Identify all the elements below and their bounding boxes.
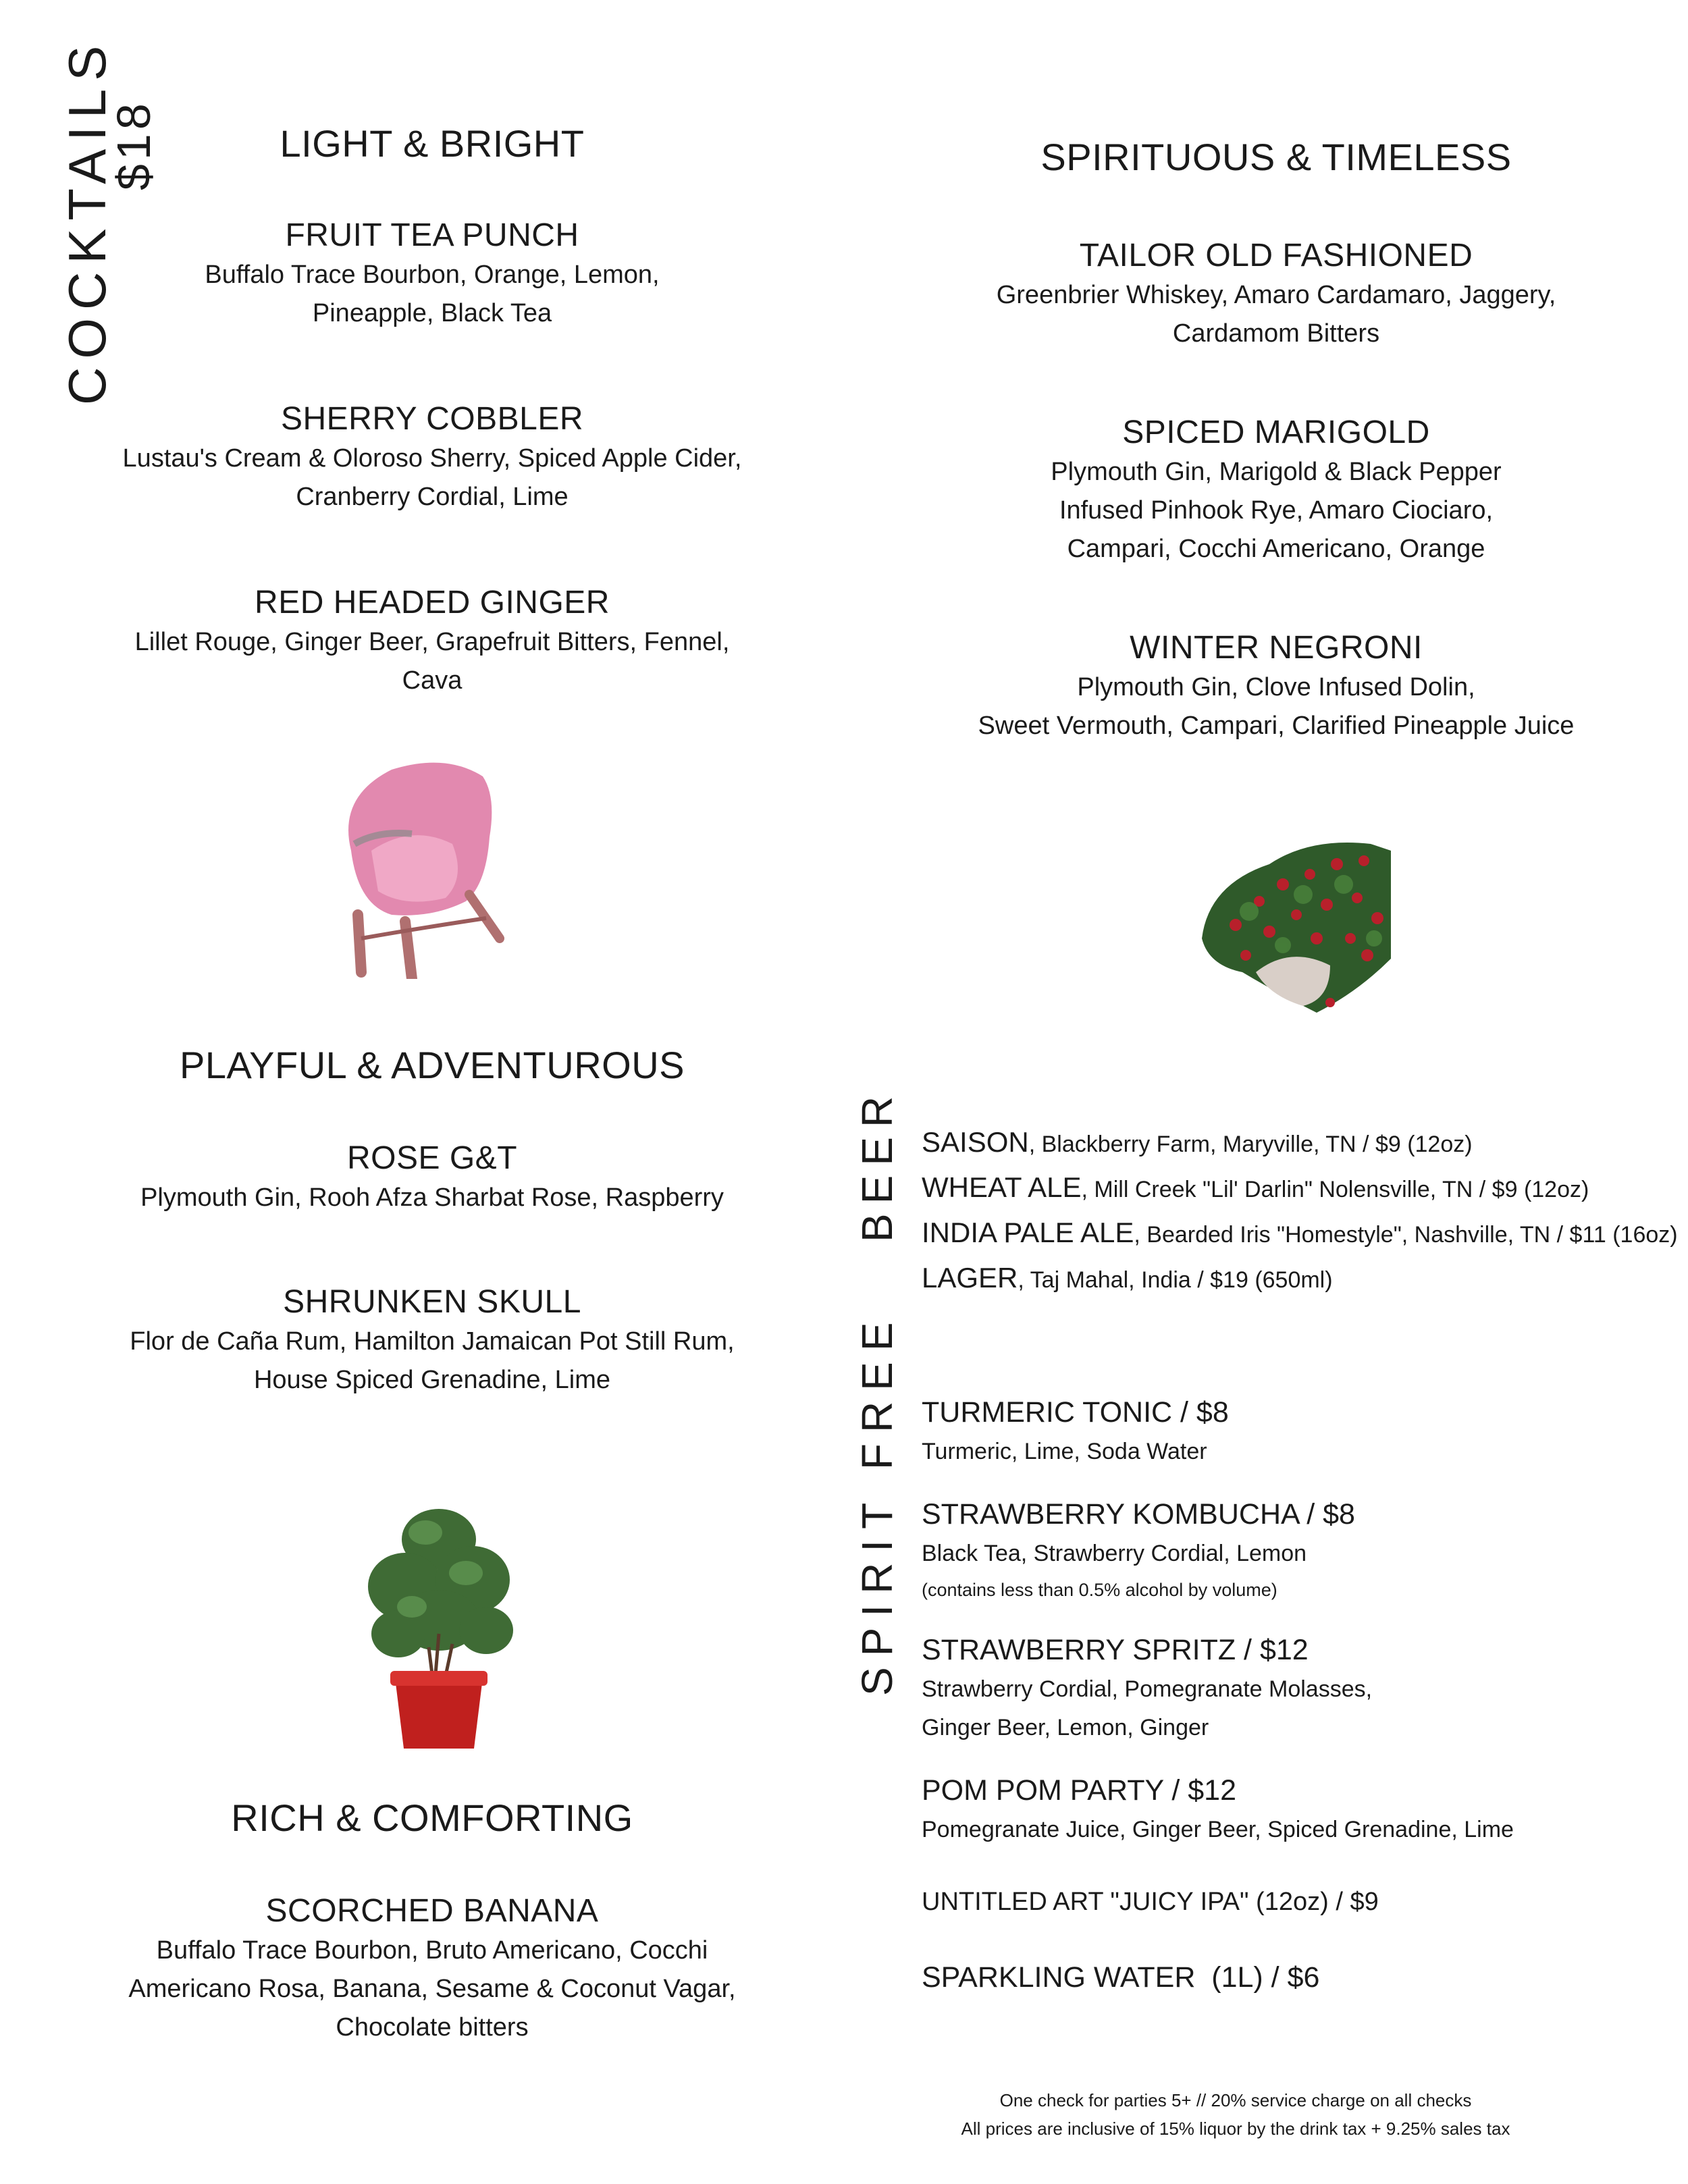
beer-name: WHEAT ALE — [922, 1171, 1082, 1203]
drink-name: SHRUNKEN SKULL — [283, 1284, 581, 1320]
drink-item — [939, 236, 1614, 353]
drink-name: SPICED MARIGOLD — [1122, 415, 1430, 450]
berry-bush-illustration — [1195, 837, 1398, 1026]
drink-name: RED HEADED GINGER — [255, 585, 610, 620]
drink-name: FRUIT TEA PUNCH — [285, 217, 579, 253]
beer-detail: , Taj Mahal, India / $19 (650ml) — [1018, 1267, 1333, 1293]
drink-desc: Cranberry Cordial, Lime — [296, 483, 569, 511]
spirit-free-item — [922, 1957, 1514, 1998]
section-title: LIGHT & BRIGHT — [280, 122, 585, 165]
section-light-bright — [101, 122, 763, 765]
spirit-free-name: UNTITLED ART "JUICY IPA" (12oz) / $9 — [922, 1888, 1379, 1916]
footer — [864, 2086, 1607, 2143]
beer-list — [922, 1121, 1678, 1302]
drink-desc: Pineapple, Black Tea — [312, 299, 552, 327]
drink-desc: Chocolate bitters — [336, 2013, 529, 2042]
drink-desc: Plymouth Gin, Marigold & Black Pepper — [1051, 458, 1502, 486]
beer-name: LAGER — [922, 1262, 1018, 1294]
spirit-free-name: TURMERIC TONIC / $8 — [922, 1396, 1229, 1429]
spirit-free-item — [922, 1770, 1514, 1849]
beer-item — [922, 1256, 1678, 1302]
pink-chair-illustration — [331, 756, 527, 979]
drink-item — [939, 628, 1614, 745]
drink-desc: Lustau's Cream & Oloroso Sherry, Spiced Apple Cider, — [122, 444, 742, 473]
drink-desc: Infused Pinhook Rye, Amaro Ciociaro, — [1059, 496, 1494, 525]
drink-name: TAILOR OLD FASHIONED — [1079, 238, 1473, 273]
drink-name: SCORCHED BANANA — [265, 1893, 599, 1929]
drink-name: ROSE G&T — [346, 1140, 518, 1176]
spirit-free-item — [922, 1882, 1514, 1922]
section-title: RICH & COMFORTING — [231, 1796, 633, 1839]
drink-desc: Americano Rosa, Banana, Sesame & Coconut Vagar, — [128, 1975, 736, 2003]
beer-detail: , Mill Creek "Lil' Darlin" Nolensville, TN / $9 (12oz) — [1081, 1177, 1589, 1202]
drink-item — [101, 1138, 763, 1217]
section-title: PLAYFUL & ADVENTUROUS — [179, 1044, 685, 1086]
spirit-free-desc: Pomegranate Juice, Ginger Beer, Spiced Grenadine, Lime — [922, 1817, 1514, 1842]
beer-item — [922, 1166, 1678, 1211]
drink-item — [101, 1282, 763, 1400]
spirit-free-desc: Black Tea, Strawberry Cordial, Lemon — [922, 1541, 1307, 1566]
drink-desc: Sweet Vermouth, Campari, Clarified Pineapple Juice — [978, 712, 1575, 740]
beer-detail: , Blackberry Farm, Maryville, TN / $9 (12oz) — [1028, 1131, 1473, 1157]
drink-item — [101, 215, 763, 333]
section-title: SPIRITUOUS & TIMELESS — [1040, 136, 1512, 178]
drink-desc: Greenbrier Whiskey, Amaro Cardamaro, Jaggery, — [996, 281, 1556, 309]
cocktails-label: COCKTAILS — [57, 37, 117, 405]
footer-service-charge: One check for parties 5+ // 20% service charge on all checks — [999, 2090, 1472, 2110]
drink-desc: Buffalo Trace Bourbon, Bruto Americano, Cocchi — [156, 1936, 708, 1965]
spirit-free-item — [922, 1392, 1514, 1471]
drink-name: SHERRY COBBLER — [280, 401, 584, 437]
drink-item — [101, 399, 763, 516]
spirit-free-item — [922, 1494, 1514, 1607]
beer-name: INDIA PALE ALE — [922, 1217, 1134, 1248]
spirit-free-desc: Ginger Beer, Lemon, Ginger — [922, 1715, 1209, 1740]
drink-desc: Buffalo Trace Bourbon, Orange, Lemon, — [205, 261, 660, 289]
spirit-free-name: STRAWBERRY KOMBUCHA / $8 — [922, 1498, 1355, 1530]
drink-item — [101, 583, 763, 700]
spirit-free-name: SPARKLING WATER (1L) / $6 — [922, 1961, 1320, 1994]
spirit-free-desc: Turmeric, Lime, Soda Water — [922, 1439, 1207, 1464]
spirit-free-note: (contains less than 0.5% alcohol by volume) — [922, 1580, 1277, 1600]
drink-item — [101, 1891, 763, 2047]
beer-name: SAISON — [922, 1126, 1029, 1158]
drink-name: WINTER NEGRONI — [1130, 630, 1423, 666]
spirit-free-name: POM POM PARTY / $12 — [922, 1774, 1236, 1807]
section-rich — [101, 1796, 763, 2112]
spirit-free-item — [922, 1630, 1514, 1747]
section-playful — [101, 1043, 763, 1464]
drink-desc: Cava — [402, 666, 463, 695]
section-spirituous — [939, 135, 1614, 810]
beer-detail: , Bearded Iris "Homestyle", Nashville, TN / $11 (16oz) — [1134, 1222, 1678, 1248]
spirit-free-desc: Strawberry Cordial, Pomegranate Molasses, — [922, 1676, 1373, 1702]
drink-desc: House Spiced Grenadine, Lime — [253, 1366, 611, 1394]
beer-item — [922, 1211, 1678, 1256]
drink-desc: Plymouth Gin, Rooh Afza Sharbat Rose, Raspberry — [140, 1183, 724, 1212]
spirit-free-list — [922, 1392, 1514, 1998]
spirit-free-name: STRAWBERRY SPRITZ / $12 — [922, 1634, 1309, 1666]
potted-plant-illustration — [358, 1499, 520, 1755]
drink-desc: Plymouth Gin, Clove Infused Dolin, — [1077, 673, 1475, 701]
cocktails-price: $18 — [107, 99, 160, 190]
beer-item — [922, 1121, 1678, 1166]
drink-desc: Flor de Caña Rum, Hamilton Jamaican Pot Still Rum, — [130, 1327, 735, 1356]
footer-tax-note: All prices are inclusive of 15% liquor by the drink tax + 9.25% sales tax — [961, 2119, 1510, 2139]
spirit-free-label: SPIRIT FREE — [853, 1311, 901, 1696]
drink-item — [939, 412, 1614, 568]
drink-desc: Campari, Cocchi Americano, Orange — [1067, 535, 1485, 563]
drink-desc: Lillet Rouge, Ginger Beer, Grapefruit Bitters, Fennel, — [134, 628, 730, 656]
drink-desc: Cardamom Bitters — [1172, 319, 1380, 348]
beer-label: BEER — [853, 1086, 901, 1242]
